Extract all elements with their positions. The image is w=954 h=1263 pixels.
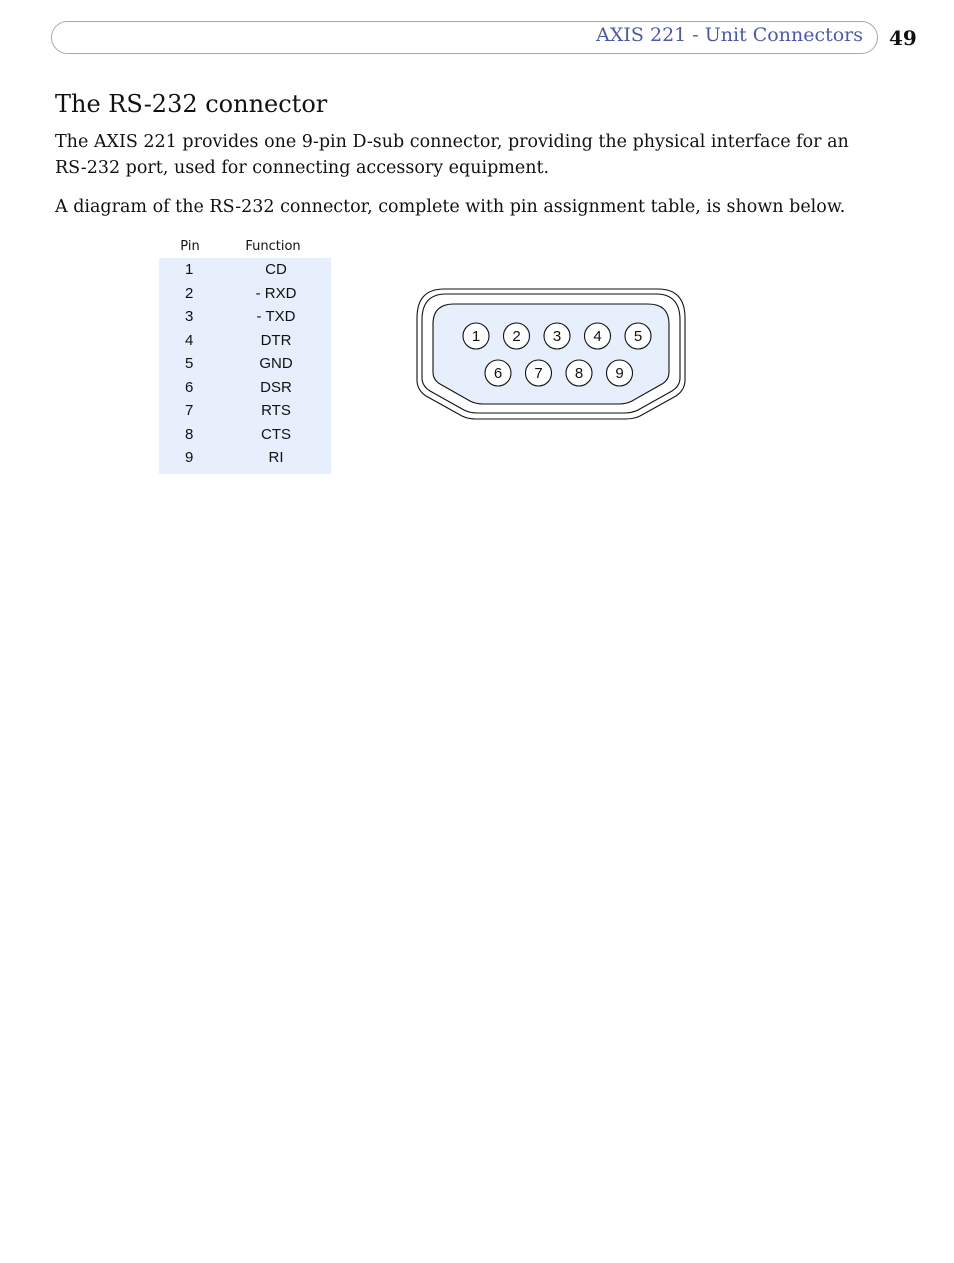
section-title: The RS-232 connector <box>55 90 328 118</box>
pin-function: DSR <box>260 378 292 396</box>
table-header-row <box>159 234 331 258</box>
pin-number: 9 <box>185 449 194 467</box>
connector-pin-label: 5 <box>633 328 643 345</box>
connector-pin <box>585 323 611 349</box>
intro-paragraph: The AXIS 221 provides one 9-pin D-sub connector, providing the physical interface for an RS-232 port, used for connecting accessory equipment. <box>55 132 849 178</box>
pin-function: GND <box>259 355 293 373</box>
pin-number: 5 <box>185 355 194 373</box>
connector-pin-label: 9 <box>615 365 624 382</box>
header-pin: Pin <box>159 234 221 258</box>
connector-pin-label: 8 <box>574 365 584 382</box>
pin-number: 1 <box>185 261 194 279</box>
pin-number: 3 <box>185 308 194 326</box>
pin-function: CD <box>265 261 287 279</box>
table-row <box>159 258 331 282</box>
table-row <box>159 376 331 400</box>
connector-pin <box>544 323 570 349</box>
connector-pin-label: 3 <box>552 328 562 345</box>
connector-pin-label: 4 <box>593 328 602 345</box>
connector-pin <box>463 323 489 349</box>
page-number: 49 <box>889 26 917 50</box>
pin-number: 2 <box>185 284 194 302</box>
table-row <box>159 282 331 306</box>
connector-pin <box>607 360 633 386</box>
pin-function: RTS <box>261 402 291 420</box>
pin-number: 7 <box>185 402 194 420</box>
pin-assignment-table <box>159 234 331 474</box>
connector-pin <box>504 323 530 349</box>
connector-pin-label: 1 <box>471 328 481 345</box>
table-row <box>159 305 331 329</box>
pin-number: 8 <box>185 425 194 443</box>
connector-pin <box>566 360 592 386</box>
connector-face <box>433 304 669 404</box>
pin-function: RI <box>268 449 284 467</box>
table-row <box>159 423 331 447</box>
pin-function: - TXD <box>256 308 296 326</box>
table-row <box>159 446 331 474</box>
connector-pin-label: 6 <box>493 365 503 382</box>
pin-number: 4 <box>185 331 194 349</box>
diagram-paragraph: A diagram of the RS-232 connector, complete with pin assignment table, is shown below. <box>55 197 846 217</box>
pin-number: 6 <box>185 378 194 396</box>
table-row <box>159 329 331 353</box>
pin-function: CTS <box>261 425 291 443</box>
table-row <box>159 399 331 423</box>
connector-pin-label: 7 <box>534 365 543 382</box>
connector-pin <box>625 323 651 349</box>
table-row <box>159 352 331 376</box>
connector-pin-label: 2 <box>512 328 521 345</box>
rs232-connector-diagram <box>414 286 688 422</box>
header-function: Function <box>221 234 331 258</box>
connector-pin <box>485 360 511 386</box>
pin-function: - RXD <box>255 284 297 302</box>
connector-pin <box>526 360 552 386</box>
header-title: AXIS 221 - Unit Connectors <box>596 24 863 46</box>
pin-function: DTR <box>260 331 292 349</box>
